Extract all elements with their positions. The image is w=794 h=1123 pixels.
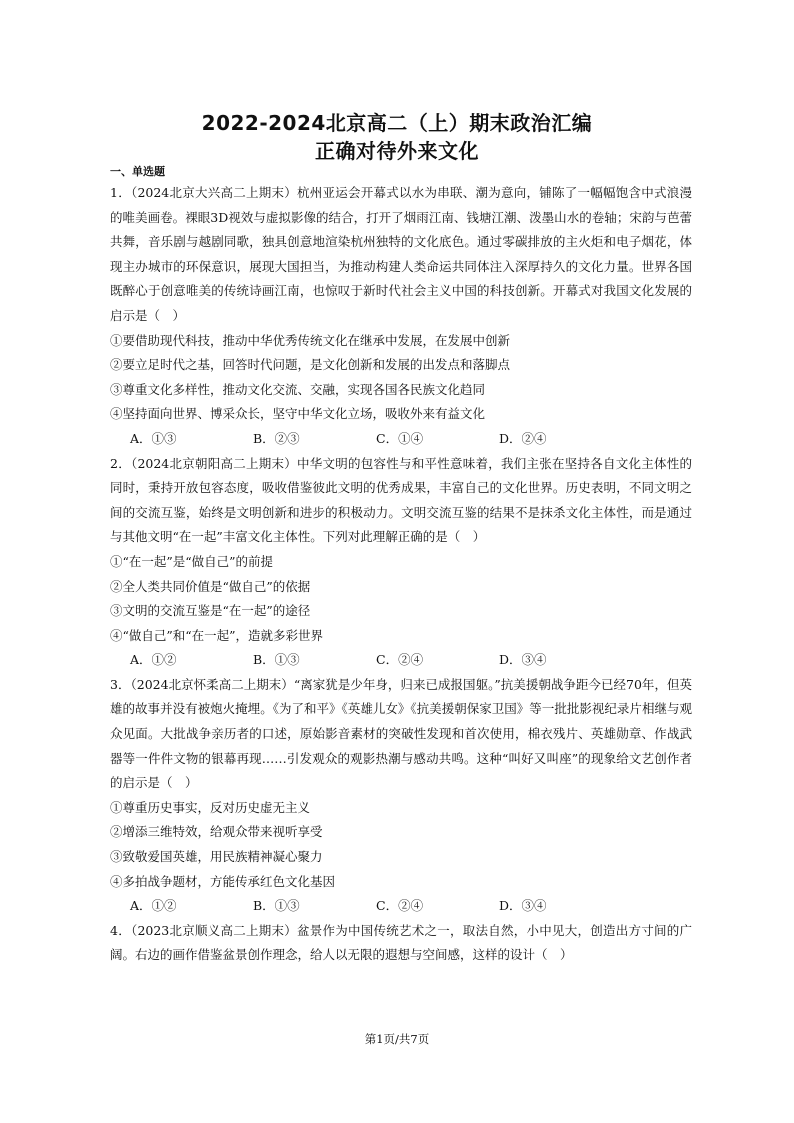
page-number: 第1页/共7页 xyxy=(364,1032,430,1046)
statement: ④多拍战争题材，方能传承红色文化基因 xyxy=(110,873,336,889)
statement: ①“在一起”是“做自己”的前提 xyxy=(110,553,274,569)
option-b: B．②③ xyxy=(253,430,300,446)
question-list xyxy=(110,165,692,968)
question-stem: 4．（2023北京顺义高二上期末）盆景作为中国传统艺术之一，取法自然，小中见大，创造出方寸间的广阔。右边的画作借鉴盆景创作理念，给人以无限的遐想与空间感，这样的设计（ ） xyxy=(110,922,692,963)
question-stem: 3．（2024北京怀柔高二上期末）“离家犹是少年身，归来已成报国躯。”抗美援朝战争距今已经70年，但英雄的故事并没有被炮火掩埋。《为了和平》《英雄儿女》《抗美援朝保家卫国》等一批批影视纪录片相继与观众见面。大批战争亲历者的口述，原始影音素材的突破性发现和首次使用，棉衣残片、英雄勋章、作战武器等一件件文物的银幕再现……引发观众的观影热潮与感动共鸣。这种“叫好又叫座”的现象给文艺创作者的启示是（ ） xyxy=(110,676,692,791)
statement: ①要借助现代科技，推动中华优秀传统文化在继承中发展，在发展中创新 xyxy=(110,332,511,348)
statement: ④“做自己”和“在一起”，造就多彩世界 xyxy=(110,627,324,643)
question-stem: 2．（2024北京朝阳高二上期末）中华文明的包容性与和平性意味着，我们主张在坚持各自文化主体性的同时，秉持开放包容态度，吸收借鉴彼此文明的优秀成果，丰富自己的文化世界。历史表明，不同文明之间的交流互鉴，始终是文明创新和进步的积极动力。文明交流互鉴的结果不是抹杀文化主体性，而是通过与其他文明“在一起”丰富文化主体性。下列对此理解正确的是（ ） xyxy=(110,455,692,545)
question-1 xyxy=(110,181,692,452)
statement: ③致敬爱国英雄，用民族精神凝心聚力 xyxy=(110,849,323,865)
answer-options xyxy=(110,648,692,673)
question-2 xyxy=(110,452,692,673)
document-title: 2022-2024北京高二（上）期末政治汇编 xyxy=(201,111,593,135)
statement: ④坚持面向世界、博采众长，坚守中华文化立场，吸收外来有益文化 xyxy=(110,406,486,422)
option-a: A．①③ xyxy=(130,430,177,446)
option-c: C．①④ xyxy=(376,430,424,446)
option-d: D．③④ xyxy=(499,898,547,914)
question-3 xyxy=(110,673,692,919)
option-b: B．①③ xyxy=(253,652,300,668)
option-b: B．①③ xyxy=(253,898,300,914)
statement: ②全人类共同价值是“做自己”的依据 xyxy=(110,578,311,594)
document-subtitle: 正确对待外来文化 xyxy=(315,139,479,163)
option-d: D．②④ xyxy=(499,430,547,446)
option-c: C．②④ xyxy=(376,652,424,668)
statement: ①尊重历史事实，反对历史虚无主义 xyxy=(110,799,311,815)
statement: ②增添三维特效，给观众带来视听享受 xyxy=(110,824,323,840)
answer-options xyxy=(110,427,692,452)
answer-options xyxy=(110,894,692,919)
statement: ③尊重文化多样性，推动文化交流、交融，实现各国各民族文化趋同 xyxy=(110,381,486,397)
section-heading: 一、单选题 xyxy=(110,165,165,178)
option-d: D．③④ xyxy=(499,652,547,668)
question-4 xyxy=(110,919,692,968)
statement: ②要立足时代之基，回答时代问题，是文化创新和发展的出发点和落脚点 xyxy=(110,357,511,373)
option-a: A．①② xyxy=(130,652,177,668)
statement: ③文明的交流互鉴是“在一起”的途径 xyxy=(110,603,311,619)
option-c: C．②④ xyxy=(376,898,424,914)
option-a: A．①② xyxy=(130,898,177,914)
question-stem: 1．（2024北京大兴高二上期末）杭州亚运会开幕式以水为串联、潮为意向，铺陈了一幅幅饱含中式浪漫的唯美画卷。裸眼3D视效与虚拟影像的结合，打开了烟雨江南、钱塘江潮、泼墨山水的卷轴；宋韵与芭蕾共舞，音乐剧与越剧同歌，独具创意地渲染杭州独特的文化底色。通过零碳排放的主火炬和电子烟花，体现主办城市的环保意识，展现大国担当，为推动构建人类命运共同体注入深厚持久的文化力量。世界各国既醉心于创意唯美的传统诗画江南，也惊叹于新时代社会主义中国的科技创新。开幕式对我国文化发展的启示是（ ） xyxy=(110,185,692,323)
